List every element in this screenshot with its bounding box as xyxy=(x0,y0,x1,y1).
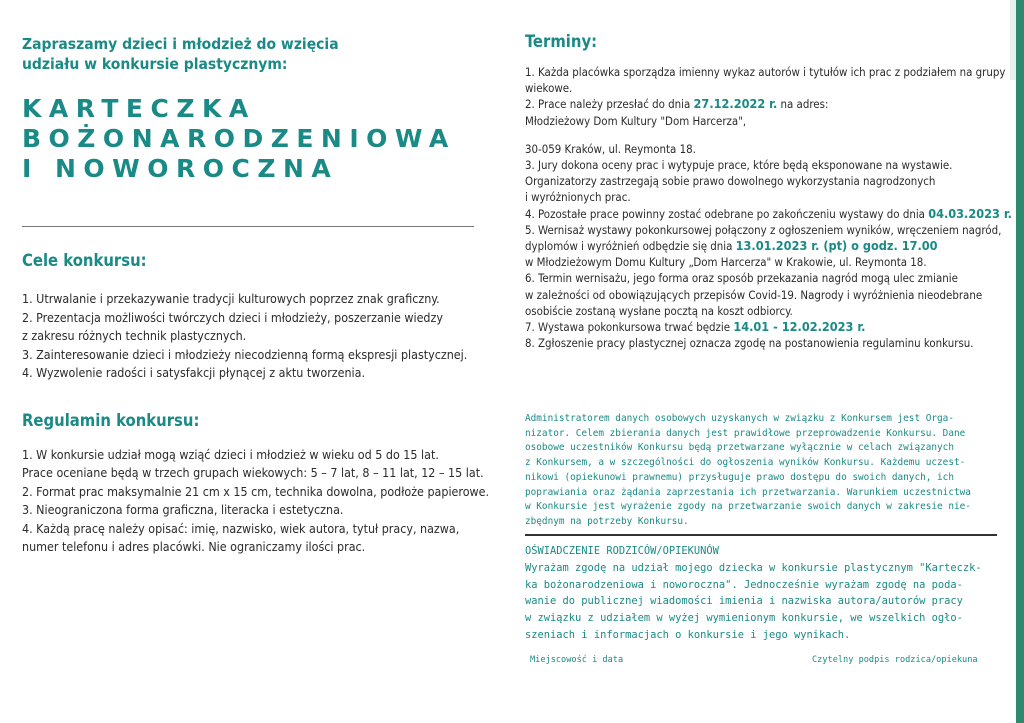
invitation-text xyxy=(22,34,502,74)
list-item: 3. Nieograniczona forma graficzna, literacka i estetyczna. xyxy=(22,502,344,517)
list-item: numer telefonu i adres placówki. Nie ograniczamy ilości prac. xyxy=(22,539,366,554)
list-item: 3. Zainteresowanie dzieci i młodzieży niecodzienną formą ekspresji plastycznej. xyxy=(22,346,468,362)
list-item: 1. Utrwalanie i przekazywanie tradycji kulturowych poprzez znak graficzny. xyxy=(22,291,440,306)
list-item: Młodzieżowy Dom Kultury "Dom Harcerza", xyxy=(525,113,747,128)
notice-line: nizator. Celem zbierania danych jest prawidłowe przeprowadzenie Konkursu. Dane xyxy=(525,427,966,439)
item-text: 4. Pozostałe prace powinny zostać odebrane po zakończeniu wystawy do dnia xyxy=(525,206,929,221)
list-item: w Młodzieżowym Domu Kultury „Dom Harcerza" w Krakowie, ul. Reymonta 18. xyxy=(525,255,927,270)
divider xyxy=(525,534,997,536)
signature-label: Czytelny podpis rodzica/opiekuna xyxy=(812,655,978,665)
exhibition-dates: 14.01 - 12.02.2023 r. xyxy=(733,319,866,335)
notice-line: poprawiania oraz żądania zaprzestania ich przetwarzania. Warunkiem uczestnictwa xyxy=(525,486,971,498)
dates-list xyxy=(525,64,1017,351)
list-item xyxy=(525,206,1017,222)
goals-list xyxy=(22,290,502,383)
list-item xyxy=(525,319,1017,335)
item-text: na adres: xyxy=(777,97,829,112)
title-line: KARTECZKA xyxy=(22,94,256,123)
consent-heading: OŚWIADCZENIE RODZICÓW/OPIEKUNÓW xyxy=(525,545,719,557)
list-item: 3. Jury dokona oceny prac i wytypuje prace, które będą eksponowane na wystawie. xyxy=(525,158,953,173)
list-item xyxy=(525,96,1017,112)
consent-line: w związku z udziałem w wyżej wymienionym konkursie, we wszelkich ogło- xyxy=(525,612,963,625)
place-date-label: Miejscowość i data xyxy=(530,655,624,665)
rules-list xyxy=(22,446,502,557)
list-item: z zakresu różnych technik plastycznych. xyxy=(22,328,247,343)
notice-line: zbędnym na potrzeby Konkursu. xyxy=(525,515,689,527)
list-item: 1. Każda placówka sporządza imienny wykaz autorów i tytułów ich prac z podziałem na grupy xyxy=(525,65,1006,79)
list-item: Organizatorzy zastrzegają sobie prawo dowolnego wykorzystania nagrodzonych xyxy=(525,174,936,189)
consent-line: Wyrażam zgodę na udział mojego dziecka w konkursie plastycznym "Karteczk- xyxy=(525,561,982,574)
title-line: BOŻONARODZENIOWA xyxy=(22,124,456,153)
consent-line: szeniach i informacjach o konkursie i jego wynikach. xyxy=(525,628,851,641)
invitation-line: udziału w konkursie plastycznym: xyxy=(22,55,288,73)
dates-heading: Terminy: xyxy=(525,32,598,51)
vernissage-date: 13.01.2023 r. (pt) o godz. 17.00 xyxy=(735,238,938,254)
list-item: 30-059 Kraków, ul. Reymonta 18. xyxy=(525,141,696,156)
list-item: w zależności od obowiązujących przepisów Covid-19. Nagrody i wyróżnienia nieodebrane xyxy=(525,287,983,302)
divider xyxy=(22,226,474,227)
pickup-date: 04.03.2023 r. xyxy=(928,205,1012,221)
rules-heading: Regulamin konkursu: xyxy=(22,410,200,430)
list-item: 1. W konkursie udział mogą wziąć dzieci i młodzież w wieku od 5 do 15 lat. xyxy=(22,446,439,462)
edge-decoration xyxy=(1016,0,1024,723)
list-item: osobiście zostaną wysłane pocztą na koszt odbiorcy. xyxy=(525,303,793,318)
list-item: 4. Każdą pracę należy opisać: imię, nazwisko, wiek autora, tytuł pracy, nazwa, xyxy=(22,520,460,536)
item-text: dyplomów i wyróżnień odbędzie się dnia xyxy=(525,239,736,254)
list-item: 6. Termin wernisażu, jego forma oraz sposób przekazania nagród mogą ulec zmianie xyxy=(525,271,958,286)
list-item: 8. Zgłoszenie pracy plastycznej oznacza zgodę na postanowienia regulaminu konkursu. xyxy=(525,336,974,351)
deadline-date: 27.12.2022 r. xyxy=(693,96,778,112)
notice-line: w Konkursie jest wyrażenie zgody na przetwarzanie swoich danych w zakresie nie- xyxy=(525,501,971,513)
goals-heading: Cele konkursu: xyxy=(22,251,147,270)
item-text: 2. Prace należy przesłać do dnia xyxy=(525,97,694,112)
contest-title xyxy=(22,94,502,184)
invitation-line: Zapraszamy dzieci i młodzież do wzięcia xyxy=(22,35,339,53)
notice-line: nikowi (opiekunowi prawnemu) przysługuje prawo dostępu do swoich danych, ich xyxy=(525,471,954,483)
left-column xyxy=(22,34,502,557)
consent-line: wanie do publicznej wiadomości imienia i nazwiska autora/autorów pracy xyxy=(525,595,963,608)
list-item xyxy=(525,238,1017,254)
right-column xyxy=(525,32,1017,351)
list-item: Prace oceniane będą w trzech grupach wiekowych: 5 – 7 lat, 8 – 11 lat, 12 – 15 lat. xyxy=(22,465,484,480)
title-line: I NOWOROCZNA xyxy=(22,154,339,183)
list-item: 5. Wernisaż wystawy pokonkursowej połączony z ogłoszeniem wyników, wręczeniem nagród, xyxy=(525,222,1002,237)
data-protection-notice xyxy=(525,412,993,530)
parent-consent-statement xyxy=(525,543,1003,644)
notice-line: z Konkursem, a w szczególności do ogłoszenia wyników Konkursu. Każdemu uczest- xyxy=(525,457,966,469)
item-text: 7. Wystawa pokonkursowa trwać będzie xyxy=(525,320,734,335)
list-item: i wyróżnionych prac. xyxy=(525,190,631,205)
list-item: 2. Format prac maksymalnie 21 cm x 15 cm, technika dowolna, podłoże papierowe. xyxy=(22,483,490,499)
notice-line: Administratorem danych osobowych uzyskanych w związku z Konkursem jest Orga- xyxy=(525,413,954,424)
list-item: 4. Wyzwolenie radości i satysfakcji płynącej z aktu tworzenia. xyxy=(22,365,366,380)
list-item: wiekowe. xyxy=(525,81,573,96)
list-item: 2. Prezentacja możliwości twórczych dzieci i młodzieży, poszerzanie wiedzy xyxy=(22,309,443,325)
notice-line: osobowe uczestników Konkursu będą przetwarzane wyłącznie w celach związanych xyxy=(525,442,954,454)
consent-line: ka bożonarodzeniowa i noworoczna". Jednocześnie wyrażam zgodę na poda- xyxy=(525,578,963,591)
